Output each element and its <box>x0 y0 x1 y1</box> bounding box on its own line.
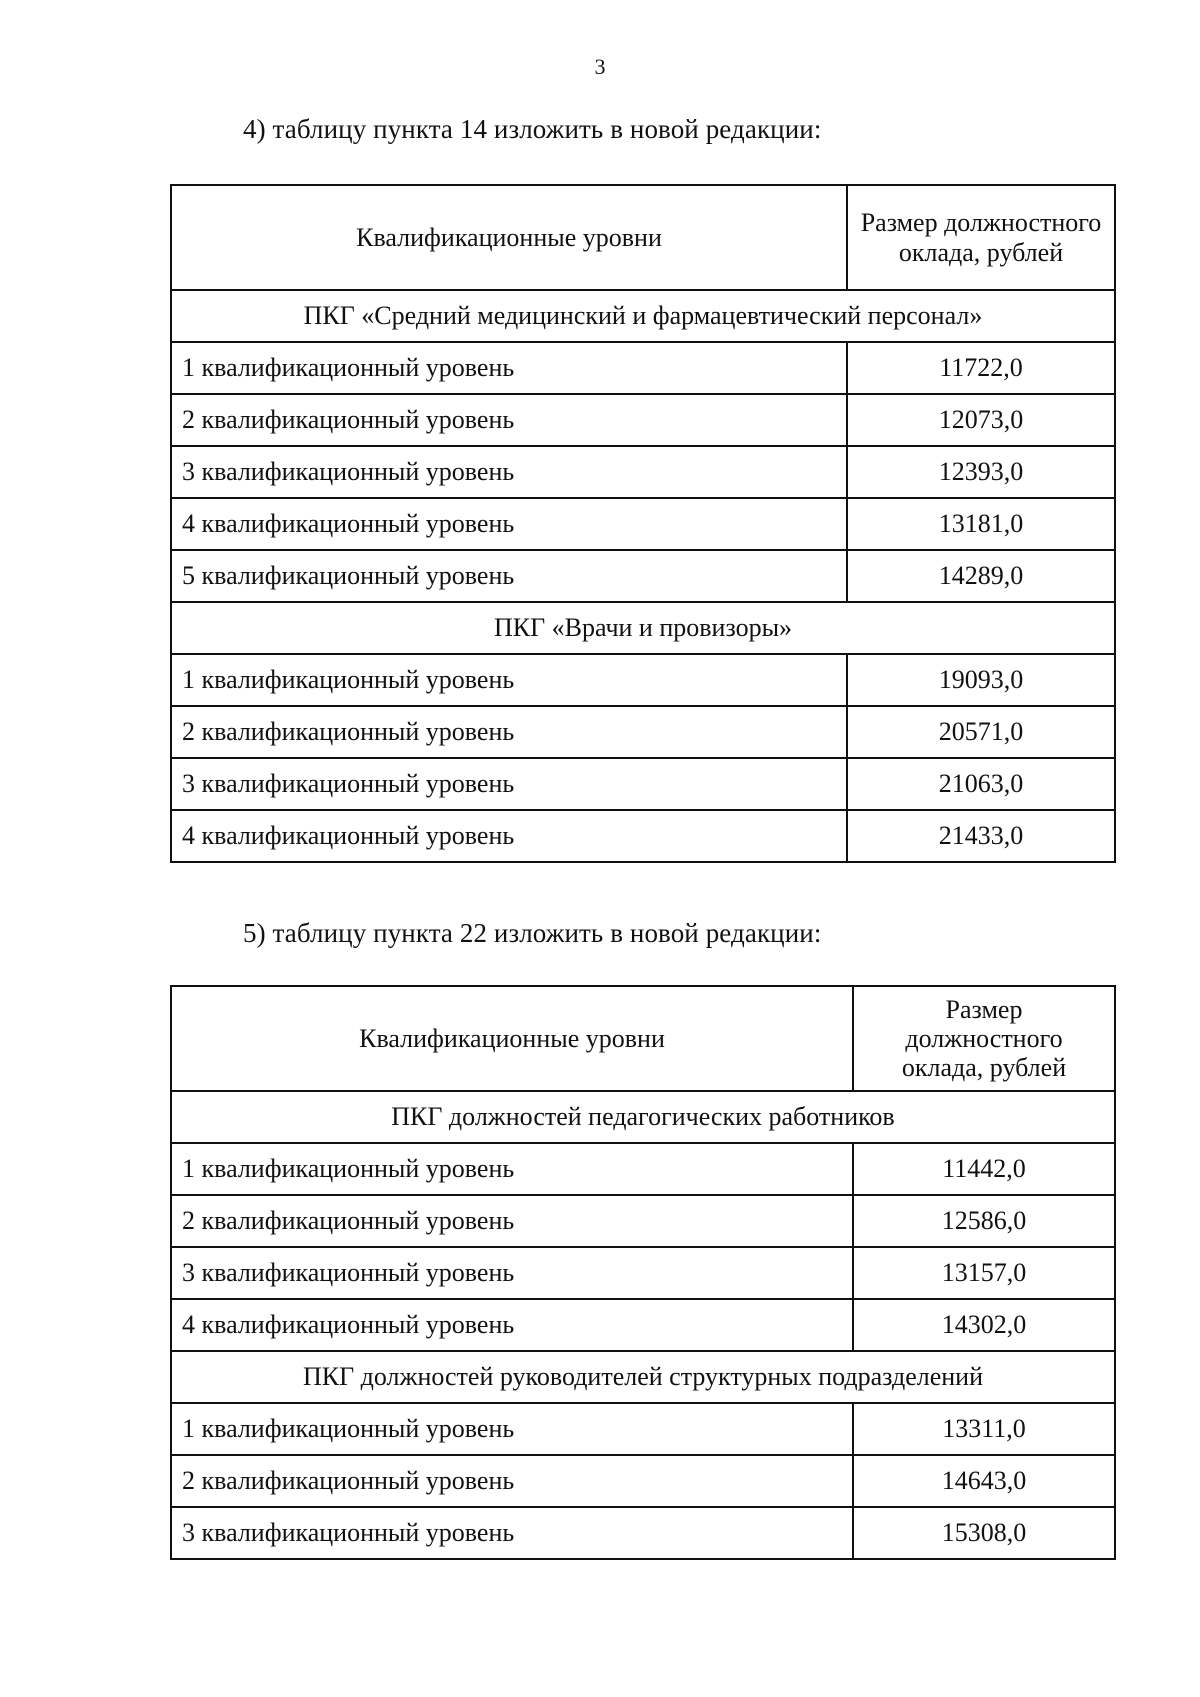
qualification-level-cell: 3 квалификационный уровень <box>171 1507 853 1559</box>
salary-amount-cell: 21063,0 <box>847 758 1115 810</box>
table-row <box>171 1403 1115 1455</box>
group-title: ПКГ должностей руководителей структурных подразделений <box>171 1351 1115 1403</box>
table-row <box>171 1507 1115 1559</box>
table-row <box>171 550 1115 602</box>
salary-amount-cell: 15308,0 <box>853 1507 1115 1559</box>
header-salary-size: Размер должностного оклада, рублей <box>847 185 1115 290</box>
table-row <box>171 1299 1115 1351</box>
page-number: 3 <box>594 54 606 79</box>
qualification-level-cell: 2 квалификационный уровень <box>171 1195 853 1247</box>
table-header-row <box>171 185 1115 290</box>
group-title-row <box>171 290 1115 342</box>
table-row <box>171 758 1115 810</box>
header-qualification-levels: Квалификационные уровни <box>171 185 847 290</box>
salary-amount-cell: 14289,0 <box>847 550 1115 602</box>
table-row <box>171 810 1115 862</box>
table-row <box>171 654 1115 706</box>
salary-amount-cell: 12393,0 <box>847 446 1115 498</box>
table-row <box>171 446 1115 498</box>
table-row <box>171 342 1115 394</box>
salary-table-item-14 <box>170 184 1116 863</box>
qualification-level-cell: 3 квалификационный уровень <box>171 1247 853 1299</box>
salary-amount-cell: 13311,0 <box>853 1403 1115 1455</box>
qualification-level-cell: 4 квалификационный уровень <box>171 1299 853 1351</box>
salary-amount-cell: 21433,0 <box>847 810 1115 862</box>
salary-amount-cell: 20571,0 <box>847 706 1115 758</box>
table-row <box>171 498 1115 550</box>
qualification-level-cell: 1 квалификационный уровень <box>171 342 847 394</box>
group-title-row <box>171 1091 1115 1143</box>
salary-amount-cell: 14643,0 <box>853 1455 1115 1507</box>
group-title-row <box>171 602 1115 654</box>
salary-table-item-22 <box>170 985 1116 1560</box>
qualification-level-cell: 1 квалификационный уровень <box>171 1403 853 1455</box>
table-row <box>171 706 1115 758</box>
salary-amount-cell: 11442,0 <box>853 1143 1115 1195</box>
header-qualification-levels: Квалификационные уровни <box>171 986 853 1091</box>
table-body <box>171 1091 1115 1559</box>
table-row <box>171 1247 1115 1299</box>
table-header-row <box>171 986 1115 1091</box>
qualification-level-cell: 3 квалификационный уровень <box>171 446 847 498</box>
table-row <box>171 1455 1115 1507</box>
salary-amount-cell: 13181,0 <box>847 498 1115 550</box>
salary-amount-cell: 14302,0 <box>853 1299 1115 1351</box>
amendment-paragraph-4: 4) таблицу пункта 14 изложить в новой редакции: <box>243 114 822 144</box>
group-title: ПКГ должностей педагогических работников <box>171 1091 1115 1143</box>
table-row <box>171 1143 1115 1195</box>
qualification-level-cell: 4 квалификационный уровень <box>171 498 847 550</box>
qualification-level-cell: 4 квалификационный уровень <box>171 810 847 862</box>
group-title: ПКГ «Врачи и провизоры» <box>171 602 1115 654</box>
qualification-level-cell: 2 квалификационный уровень <box>171 1455 853 1507</box>
table-row <box>171 1195 1115 1247</box>
salary-amount-cell: 12073,0 <box>847 394 1115 446</box>
group-title-row <box>171 1351 1115 1403</box>
amendment-paragraph-5: 5) таблицу пункта 22 изложить в новой редакции: <box>243 918 822 948</box>
salary-amount-cell: 13157,0 <box>853 1247 1115 1299</box>
salary-amount-cell: 12586,0 <box>853 1195 1115 1247</box>
qualification-level-cell: 1 квалификационный уровень <box>171 654 847 706</box>
salary-amount-cell: 11722,0 <box>847 342 1115 394</box>
qualification-level-cell: 2 квалификационный уровень <box>171 394 847 446</box>
header-salary-size: Размер должностного оклада, рублей <box>853 986 1115 1091</box>
group-title: ПКГ «Средний медицинский и фармацевтический персонал» <box>171 290 1115 342</box>
salary-amount-cell: 19093,0 <box>847 654 1115 706</box>
table-body <box>171 290 1115 862</box>
qualification-level-cell: 5 квалификационный уровень <box>171 550 847 602</box>
table-row <box>171 394 1115 446</box>
qualification-level-cell: 1 квалификационный уровень <box>171 1143 853 1195</box>
qualification-level-cell: 2 квалификационный уровень <box>171 706 847 758</box>
qualification-level-cell: 3 квалификационный уровень <box>171 758 847 810</box>
